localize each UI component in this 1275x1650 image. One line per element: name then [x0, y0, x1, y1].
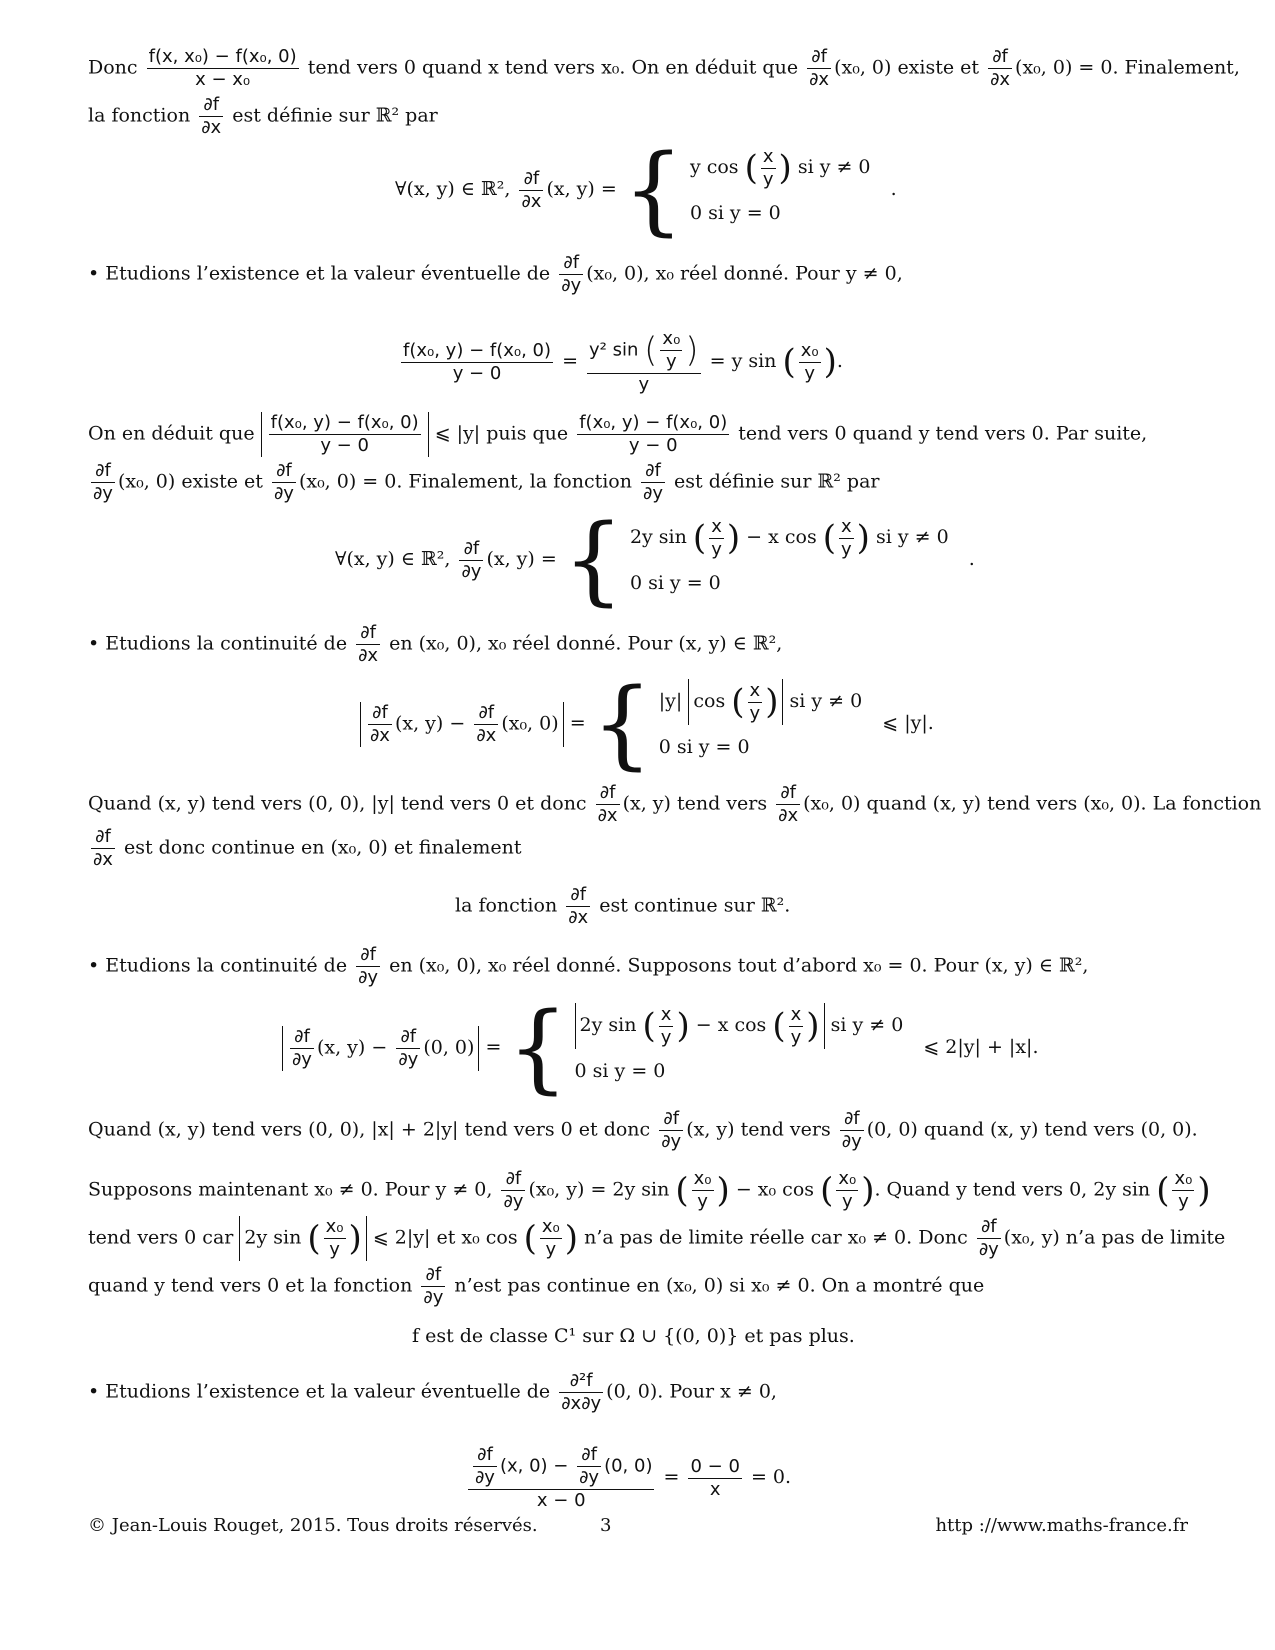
text-line-10	[88, 1108, 1198, 1153]
text: (0, 0). Pour x ≠ 0,	[606, 1380, 777, 1403]
denominator: y	[841, 1191, 853, 1212]
text: tend vers 0 car	[88, 1226, 234, 1249]
fraction	[836, 1168, 858, 1213]
text: n’a pas de limite réelle car x₀ ≠ 0. Donc	[584, 1226, 968, 1249]
partial-fraction	[641, 460, 665, 505]
partial-fraction	[566, 884, 590, 929]
denominator: ∂y	[423, 1287, 444, 1308]
denominator: y	[1178, 1191, 1189, 1212]
absolute-value: 2y sin ( $\frac{x}{y}$ ) − x cos ( $\frac{x}{y}$ )	[575, 1003, 825, 1049]
fraction	[1172, 1168, 1194, 1213]
numerator: ∂f	[368, 702, 392, 725]
text-line-8	[88, 826, 1188, 871]
numerator: x₀	[1174, 1168, 1193, 1189]
absolute-value	[360, 702, 564, 747]
text: (x, y) −	[316, 1036, 388, 1058]
denominator: y	[638, 374, 650, 395]
text: (0, 0) quand (x, y) tend vers (0, 0).	[866, 1118, 1198, 1141]
denominator: y	[329, 1239, 340, 1260]
partial-fraction	[459, 538, 483, 583]
text: On en déduit que	[88, 422, 255, 445]
text: =	[485, 1036, 502, 1058]
text: ⩽ |y|.	[882, 712, 934, 734]
partial-fraction	[776, 782, 800, 827]
text-line-9	[88, 944, 1188, 989]
numerator: ∂f	[501, 1168, 525, 1191]
numerator: x₀	[541, 1216, 560, 1237]
fraction	[269, 412, 421, 457]
denominator: y	[545, 1239, 557, 1260]
numerator: x₀	[693, 1168, 712, 1189]
left-brace: {	[562, 504, 624, 616]
case-1	[575, 1003, 904, 1049]
text: ⩽ 2|y| + |x|.	[923, 1036, 1039, 1058]
case-1: y cos ( $\frac{x}{y}$ ) si y ≠ 0	[689, 145, 871, 190]
numerator: ∂f	[272, 460, 296, 483]
website-link[interactable]: http ://www.maths-france.fr	[935, 1515, 1188, 1536]
denominator: ∂x	[778, 805, 799, 826]
partial-fraction	[199, 94, 223, 139]
partial-fraction	[356, 622, 380, 667]
denominator: y − 0	[452, 362, 502, 384]
partial-fraction	[91, 826, 115, 871]
text: en (x₀, 0), x₀ réel donné. Pour (x, y) ∈ ℝ²,	[389, 632, 783, 655]
denominator: y	[749, 702, 761, 724]
equation-1	[395, 134, 897, 246]
text: (x₀, 0)	[501, 712, 559, 734]
numerator: ∂f	[641, 460, 665, 483]
bullet: •	[88, 954, 100, 977]
text-line-13	[88, 1264, 1188, 1309]
text: .	[968, 548, 975, 570]
fraction	[692, 1168, 714, 1213]
text: si y ≠ 0	[830, 1014, 904, 1037]
text: y cos	[689, 156, 739, 179]
denominator: ∂y	[93, 483, 113, 504]
text: (x, 0) −	[499, 1455, 569, 1477]
denominator: ∂x	[597, 805, 618, 826]
case-2: 0 si y = 0	[574, 1059, 666, 1082]
numerator: ∂²f	[559, 1370, 603, 1393]
partial-fraction	[421, 1264, 445, 1309]
denominator: ∂y	[475, 1467, 495, 1488]
fraction	[839, 516, 854, 561]
text: est continue sur ℝ².	[599, 894, 791, 917]
text: (0, 0)	[604, 1455, 653, 1477]
numerator: ∂f	[421, 1264, 445, 1287]
denominator: ∂y	[561, 275, 582, 296]
denominator: y	[660, 1026, 672, 1048]
denominator: ∂x	[990, 69, 1011, 90]
denominator: y	[666, 351, 677, 372]
partial-fraction	[368, 702, 392, 747]
fraction	[577, 412, 729, 457]
absolute-value: 2y sin ( $\frac{\text{x₀}}{y}$ )	[239, 1216, 366, 1261]
text-line-2	[88, 94, 1188, 139]
text: ∀(x, y) ∈ ℝ²,	[395, 178, 511, 200]
text: 2y sin	[629, 526, 687, 549]
equation-6: $\frac{\partial f}{\partial y}$ (x, 0) − $\frac{\partial f}{\partial y}$ (0, 0) x − 0 = $\frac{0 - 0}{x}$ = 0.	[465, 1444, 791, 1512]
text-line-7	[88, 782, 1262, 827]
numerator: ∂f	[356, 944, 380, 967]
text: est donc continue en (x₀, 0) et finalement	[124, 836, 522, 859]
text: Quand (x, y) tend vers (0, 0), |y| tend vers 0 et donc	[88, 792, 587, 815]
partial-fraction	[807, 46, 831, 91]
numerator: x	[749, 679, 761, 701]
cases	[575, 1003, 904, 1093]
text: (x₀, y) n’a pas de limite	[1003, 1226, 1226, 1249]
text: (0, 0)	[423, 1036, 475, 1058]
text: ⩽ |y| puis que	[434, 422, 569, 445]
fraction	[789, 1004, 804, 1049]
equation-2: $\frac{\text{f(x₀, y) − f(x₀, 0)}}{y - 0}$ = y² sin ( $\frac{\text{x₀}}{y}$ ) y = y sin ( $\frac{\text{x₀}}{y}$ ).	[403, 328, 843, 395]
fraction	[401, 340, 553, 385]
partial-fraction	[977, 1216, 1001, 1261]
text-line-5	[88, 460, 1188, 505]
cases	[630, 515, 949, 605]
denominator: ∂y	[978, 1239, 999, 1260]
numerator: ∂f	[988, 46, 1012, 69]
text: Etudions l’existence et la valeur éventuelle de	[105, 1380, 551, 1403]
denominator: x − x₀	[195, 69, 251, 90]
denominator: x	[709, 1478, 721, 1500]
left-brace: {	[622, 134, 684, 246]
text: si y ≠ 0	[797, 156, 871, 179]
denominator: ∂x	[521, 190, 542, 212]
numerator	[468, 1444, 654, 1490]
text-line-11: Supposons maintenant x₀ ≠ 0. Pour y ≠ 0, $\frac{\partial f}{\partial y}$ (x₀, y) = 2y sin ( $\frac{\text{x₀}}{y}$ ) − x₀ cos ( $\frac{\text{x₀}}{y}$ ). Quand y tend vers 0, 2y sin ( $\frac{\text{x₀}}{y}$ )	[88, 1168, 1211, 1212]
numerator: ∂f	[596, 782, 620, 805]
denominator: y	[804, 362, 815, 384]
partial-fraction	[519, 168, 543, 213]
cases	[690, 145, 871, 235]
text: Etudions l’existence et la valeur éventuelle de	[105, 262, 551, 285]
numerator: x₀	[325, 1216, 344, 1237]
numerator: ∂f	[566, 884, 590, 907]
fraction	[748, 680, 763, 725]
text: (x, y) tend vers	[622, 792, 768, 815]
absolute-value	[282, 1026, 479, 1071]
numerator: ∂f	[356, 622, 380, 645]
text: Etudions la continuité de	[105, 632, 348, 655]
text: Supposons maintenant x₀ ≠ 0. Pour y ≠ 0,	[88, 1178, 493, 1201]
text-line-1	[88, 46, 1240, 91]
denominator: y	[711, 538, 722, 560]
case-2: 0 si y = 0	[658, 735, 750, 758]
bullet: •	[88, 1380, 100, 1403]
numerator: f(x₀, y) − f(x₀, 0)	[579, 412, 728, 433]
denominator: y	[841, 538, 852, 560]
text: en (x₀, 0), x₀ réel donné. Supposons tout d’abord x₀ = 0. Pour (x, y) ∈ ℝ²,	[389, 954, 1089, 977]
fraction	[709, 516, 724, 561]
text: (x, y) tend vers	[686, 1118, 831, 1141]
numerator: f(x₀, y) − f(x₀, 0)	[270, 412, 419, 433]
fraction	[761, 146, 776, 191]
fraction	[324, 1216, 346, 1261]
denominator: y	[762, 168, 774, 190]
text: ∀(x, y) ∈ ℝ²,	[335, 548, 451, 570]
numerator: ∂f	[91, 826, 115, 849]
fraction	[688, 1456, 741, 1501]
numerator: f(x, x₀) − f(x₀, 0)	[148, 46, 297, 67]
text: cos	[693, 690, 726, 713]
numerator: ∂f	[577, 1444, 601, 1467]
text: (x₀, y) = 2y sin	[528, 1178, 670, 1201]
text: (x, y) =	[546, 178, 617, 200]
equation-5	[282, 992, 1039, 1104]
partial-fraction	[577, 1444, 601, 1489]
text: est définie sur ℝ² par	[674, 470, 880, 493]
denominator: ∂y	[358, 967, 379, 988]
second-partial-fraction	[559, 1370, 603, 1415]
text: tend vers 0 quand y tend vers 0. Par suite,	[738, 422, 1148, 445]
denominator: ∂y	[461, 560, 482, 582]
text: Etudions la continuité de	[105, 954, 348, 977]
denominator: y	[790, 1026, 802, 1048]
numerator: ∂f	[659, 1108, 683, 1131]
copyright: © Jean-Louis Rouget, 2015. Tous droits réservés.	[88, 1515, 538, 1536]
numerator: x	[711, 515, 722, 537]
text: ⩽ 2|y| et x₀ cos	[372, 1226, 518, 1249]
numerator: x	[762, 145, 774, 167]
partial-fraction	[396, 1026, 420, 1071]
text: si y ≠ 0	[875, 526, 949, 549]
numerator: ∂f	[473, 1444, 497, 1467]
equation-3	[335, 504, 975, 616]
denominator: x − 0	[536, 1490, 586, 1511]
numerator: ∂f	[840, 1108, 864, 1131]
fraction	[587, 328, 701, 396]
text-line-4	[88, 412, 1188, 457]
numerator: ∂f	[559, 252, 583, 275]
left-brace: {	[591, 668, 653, 780]
denominator: ∂x	[568, 907, 589, 928]
numerator: x	[841, 515, 852, 537]
text: y² sin	[589, 339, 639, 361]
fraction	[147, 46, 299, 91]
absolute-value	[261, 412, 429, 457]
denominator: ∂y	[292, 1048, 312, 1070]
numerator: x	[790, 1003, 802, 1025]
text: |y|	[658, 690, 683, 713]
numerator: 0 − 0	[690, 1455, 740, 1477]
text: quand y tend vers 0 et la fonction	[88, 1274, 413, 1297]
equation-4	[360, 668, 934, 780]
denominator: ∂x	[476, 724, 497, 746]
denominator: ∂y	[643, 483, 663, 504]
text: = y sin	[709, 350, 777, 372]
text: − x cos	[695, 1014, 767, 1037]
text: 2y sin	[579, 1014, 637, 1037]
text: Donc	[88, 56, 138, 79]
denominator: ∂y	[273, 483, 294, 504]
left-brace: {	[507, 992, 569, 1104]
text: (x₀, 0) = 0. Finalement, la fonction	[298, 470, 632, 493]
text: − x₀ cos	[735, 1178, 815, 1201]
denominator: ∂x	[93, 849, 113, 870]
numerator: x	[660, 1003, 672, 1025]
partial-fraction	[290, 1026, 314, 1071]
partial-fraction	[659, 1108, 683, 1153]
text: 2y sin	[244, 1226, 302, 1249]
fraction	[468, 1444, 654, 1512]
partial-fraction	[559, 252, 583, 297]
fraction	[540, 1216, 562, 1261]
numerator: f(x₀, y) − f(x₀, 0)	[403, 339, 552, 361]
partial-fraction	[501, 1168, 525, 1213]
numerator: ∂f	[290, 1026, 314, 1049]
text: = 0.	[750, 1466, 792, 1488]
denominator: ∂x	[809, 69, 830, 90]
fraction	[659, 1004, 674, 1049]
fraction	[660, 328, 682, 373]
text: (x₀, 0) = 0. Finalement,	[1015, 56, 1240, 79]
text: . Quand y tend vers 0, 2y sin	[874, 1178, 1151, 1201]
page-number: 3	[600, 1515, 612, 1536]
denominator: y	[697, 1191, 708, 1212]
text: (x, y) =	[486, 548, 557, 570]
denominator: ∂x	[201, 117, 222, 138]
text: (x₀, 0) existe et	[117, 470, 263, 493]
denominator: ∂y	[841, 1131, 862, 1152]
text: − x cos	[746, 526, 817, 549]
text-line-3	[88, 252, 1188, 297]
denominator: y − 0	[628, 435, 678, 456]
numerator: ∂f	[91, 460, 115, 483]
case-1	[659, 679, 862, 725]
result-1	[455, 884, 790, 929]
text: =	[569, 712, 586, 734]
text: la fonction	[455, 894, 558, 917]
partial-fraction	[356, 944, 380, 989]
text-line-6	[88, 622, 1188, 667]
footer	[88, 1515, 1188, 1539]
partial-fraction	[596, 782, 620, 827]
partial-fraction	[272, 460, 296, 505]
denominator: y − 0	[320, 435, 369, 456]
numerator: y² sin ( $\frac{\text{x₀}}{y}$ )	[589, 328, 699, 372]
text: (x, y) −	[394, 712, 466, 734]
denominator: ∂x∂y	[561, 1393, 602, 1414]
text: la fonction	[88, 104, 191, 127]
text: Quand (x, y) tend vers (0, 0), |x| + 2|y| tend vers 0 et donc	[88, 1118, 651, 1141]
partial-fraction	[91, 460, 115, 505]
case-2: 0 si y = 0	[689, 201, 781, 224]
text: (x₀, 0), x₀ réel donné. Pour y ≠ 0,	[586, 262, 903, 285]
numerator: x₀	[838, 1168, 857, 1189]
partial-fraction	[473, 1444, 497, 1489]
denominator: ∂y	[503, 1191, 524, 1212]
text: n’est pas continue en (x₀, 0) si x₀ ≠ 0. On a montré que	[454, 1274, 985, 1297]
partial-fraction	[840, 1108, 864, 1153]
numerator: ∂f	[459, 538, 483, 561]
numerator: ∂f	[977, 1216, 1001, 1239]
numerator: ∂f	[474, 702, 498, 725]
denominator: ∂y	[579, 1467, 600, 1488]
case-1: 2y sin ( $\frac{x}{y}$ ) − x cos ( $\frac{x}{y}$ ) si y ≠ 0	[629, 515, 949, 560]
fraction	[799, 340, 821, 385]
result-2: f est de classe C¹ sur Ω ∪ {(0, 0)} et pas plus.	[412, 1325, 855, 1347]
case-2: 0 si y = 0	[629, 571, 721, 594]
cases	[659, 679, 862, 769]
numerator: ∂f	[807, 46, 831, 69]
partial-fraction	[474, 702, 498, 747]
text: si y ≠ 0	[789, 690, 863, 713]
bullet: •	[88, 262, 100, 285]
numerator: x₀	[800, 339, 819, 361]
text: est définie sur ℝ² par	[232, 104, 438, 127]
text-line-14	[88, 1370, 1188, 1415]
partial-fraction	[988, 46, 1012, 91]
numerator: x₀	[662, 328, 681, 349]
bullet: •	[88, 632, 100, 655]
text: (x₀, 0) quand (x, y) tend vers (x₀, 0). La fonction	[803, 792, 1262, 815]
denominator: ∂y	[661, 1131, 682, 1152]
denominator: ∂y	[398, 1048, 419, 1070]
numerator: ∂f	[396, 1026, 420, 1049]
denominator: ∂x	[358, 645, 379, 666]
text: .	[836, 350, 843, 372]
numerator: ∂f	[776, 782, 800, 805]
numerator: ∂f	[519, 168, 543, 191]
absolute-value: cos ( $\frac{x}{y}$ )	[688, 679, 783, 725]
text-line-12: tend vers 0 car 2y sin ( $\frac{\text{x₀}}{y}$ ) ⩽ 2|y| et x₀ cos ( $\frac{\text{x₀}}{y}$ ) n’a pas de limite réelle car x₀ ≠ 0. Donc $\frac{\partial f}{\partial y}$ (x₀, y) n’a pas de limite	[88, 1216, 1226, 1260]
numerator: ∂f	[199, 94, 223, 117]
denominator: ∂x	[370, 724, 390, 746]
text: tend vers 0 quand x tend vers x₀. On en déduit que	[307, 56, 799, 79]
text: (x₀, 0) existe et	[834, 56, 980, 79]
text: .	[890, 178, 897, 200]
